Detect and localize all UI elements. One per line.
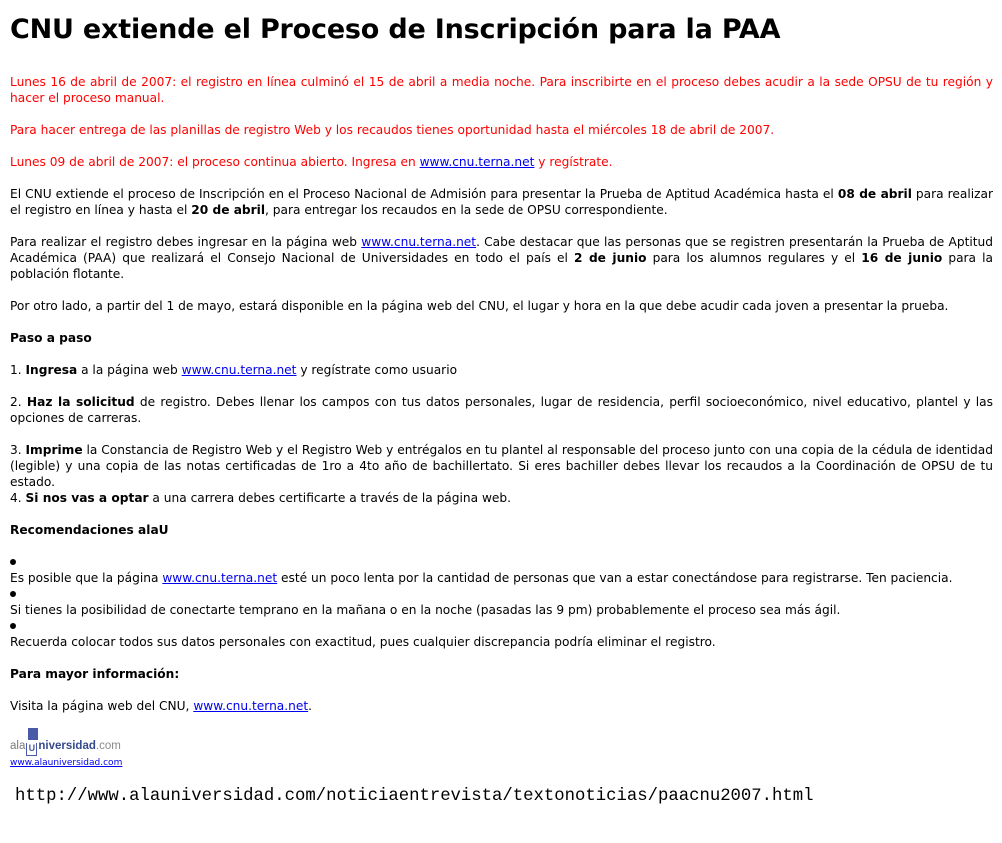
update-april-16: Lunes 16 de abril de 2007: el registro en línea culminó el 15 de abril a media noche. Para inscribirte en el proceso debes acudir a la sede OPSU de tu región y hacer el proceso manual. (10, 75, 993, 105)
step-action: Si nos vas a optar (25, 491, 149, 505)
text: , para entregar los recaudos en la sede de OPSU correspondiente. (265, 203, 668, 217)
more-info-heading (10, 666, 993, 682)
intro-paragraph-3: Por otro lado, a partir del 1 de mayo, estará disponible en la página web del CNU, el lugar y hora en la que debe acudir cada joven a presentar la prueba. (10, 299, 949, 313)
step-action: Ingresa (25, 363, 78, 377)
article (10, 0, 993, 713)
date-highlight: 16 de junio (861, 251, 943, 265)
cnu-link[interactable]: www.cnu.terna.net (193, 699, 309, 713)
source-url: http://www.alauniversidad.com/noticiaentrevista/textonoticias/paacnu2007.html (15, 787, 814, 806)
logo-com: .com (95, 740, 121, 752)
alauniversidad-link[interactable]: www.alauniversidad.com (10, 758, 123, 768)
step-4 (10, 490, 993, 506)
text: y regístrate como usuario (296, 363, 458, 377)
more-info-paragraph (10, 698, 993, 714)
text: Visita la página web del CNU, (10, 699, 194, 713)
recommendations-list (10, 554, 993, 650)
text: para realizar el registro en línea y hasta el (10, 187, 993, 217)
page-title: CNU extiende el Proceso de Inscripción para la PAA (10, 14, 781, 45)
bullet-icon (10, 623, 16, 629)
text: . Cabe destacar que las personas que se registren presentarán la Prueba de Aptitud Académica (PAA) que realizará el Consejo Nacional de Universidades en todo el país el (10, 235, 993, 265)
alauniversidad-logo[interactable] (10, 728, 130, 772)
step-action: Haz la solicitud (26, 395, 135, 409)
text: El CNU extiende el proceso de Inscripción en el Proceso Nacional de Admisión para presentar la Prueba de Aptitud Académica hasta el (10, 187, 838, 201)
text: Es posible que la página (10, 571, 163, 585)
text: de registro. Debes llenar los campos con tus datos personales, lugar de residencia, perfil socioeconómico, nivel educativo, plantel y las opciones de carreras. (10, 395, 993, 425)
step-number: 1. (10, 363, 26, 377)
heading-text: Recomendaciones alaU (10, 523, 169, 537)
heading-text: Para mayor información: (10, 667, 180, 681)
logo-niversidad: niversidad (38, 740, 96, 752)
bullet-icon (10, 591, 16, 597)
intro-paragraph-2 (10, 234, 993, 282)
text: a la página web (77, 363, 182, 377)
text: esté un poco lenta por la cantidad de personas que van a estar conectándose para registrarse. Ten paciencia. (277, 571, 953, 585)
update-text: Lunes 09 de abril de 2007: el proceso continua abierto. Ingresa en (10, 155, 420, 169)
text: . (308, 699, 313, 713)
steps-heading (10, 330, 993, 346)
intro-paragraph-1 (10, 186, 993, 218)
step-number: 4. (10, 491, 26, 505)
logo-wordmark (10, 738, 121, 756)
step-number: 2. (10, 395, 27, 409)
bullet-icon (10, 559, 16, 565)
cnu-link[interactable]: www.cnu.terna.net (361, 235, 477, 249)
logo-ala: ala (10, 740, 26, 752)
date-highlight: 20 de abril (191, 203, 266, 217)
date-highlight: 08 de abril (837, 187, 912, 201)
text: la Constancia de Registro Web y el Registro Web y entrégalos en tu plantel al responsable del proceso junto con una copia de la cédula de identidad (legible) y una copia de las notas certificadas de 1ro a 4to año de bachillertato. Si eres bachiller debes llevar los recaudos a la Coordinación de OPSU de tu estado. (10, 443, 993, 489)
update-deadline-april-18: Para hacer entrega de las planillas de registro Web y los recaudos tienes oportunidad hasta el miércoles 18 de abril de 2007. (10, 123, 775, 137)
logo-u-icon: U (26, 743, 37, 756)
step-1 (10, 362, 993, 378)
step-action: Imprime (25, 443, 83, 457)
update-text: y regístrate. (534, 155, 613, 169)
heading-text: Paso a paso (10, 331, 92, 345)
cnu-link[interactable]: www.cnu.terna.net (419, 155, 535, 169)
text: para la población flotante. (10, 251, 993, 281)
recommendation-item: Recuerda colocar todos sus datos personales con exactitud, pues cualquier discrepancia podría eliminar el registro. (10, 635, 716, 649)
step-number: 3. (10, 443, 26, 457)
text: Para realizar el registro debes ingresar en la página web (10, 235, 362, 249)
step-3 (10, 442, 993, 490)
date-highlight: 2 de junio (574, 251, 647, 265)
recommendations-heading (10, 522, 993, 538)
step-2 (10, 394, 993, 426)
cnu-link[interactable]: www.cnu.terna.net (181, 363, 297, 377)
text: para los alumnos regulares y el (646, 251, 862, 265)
update-april-09 (10, 154, 993, 170)
text: a una carrera debes certificarte a través de la página web. (148, 491, 512, 505)
cnu-link[interactable]: www.cnu.terna.net (162, 571, 278, 585)
recommendation-item (10, 570, 993, 586)
recommendation-item: Si tienes la posibilidad de conectarte temprano en la mañana o en la noche (pasadas las 9 pm) probablemente el proceso sea más ágil. (10, 603, 841, 617)
